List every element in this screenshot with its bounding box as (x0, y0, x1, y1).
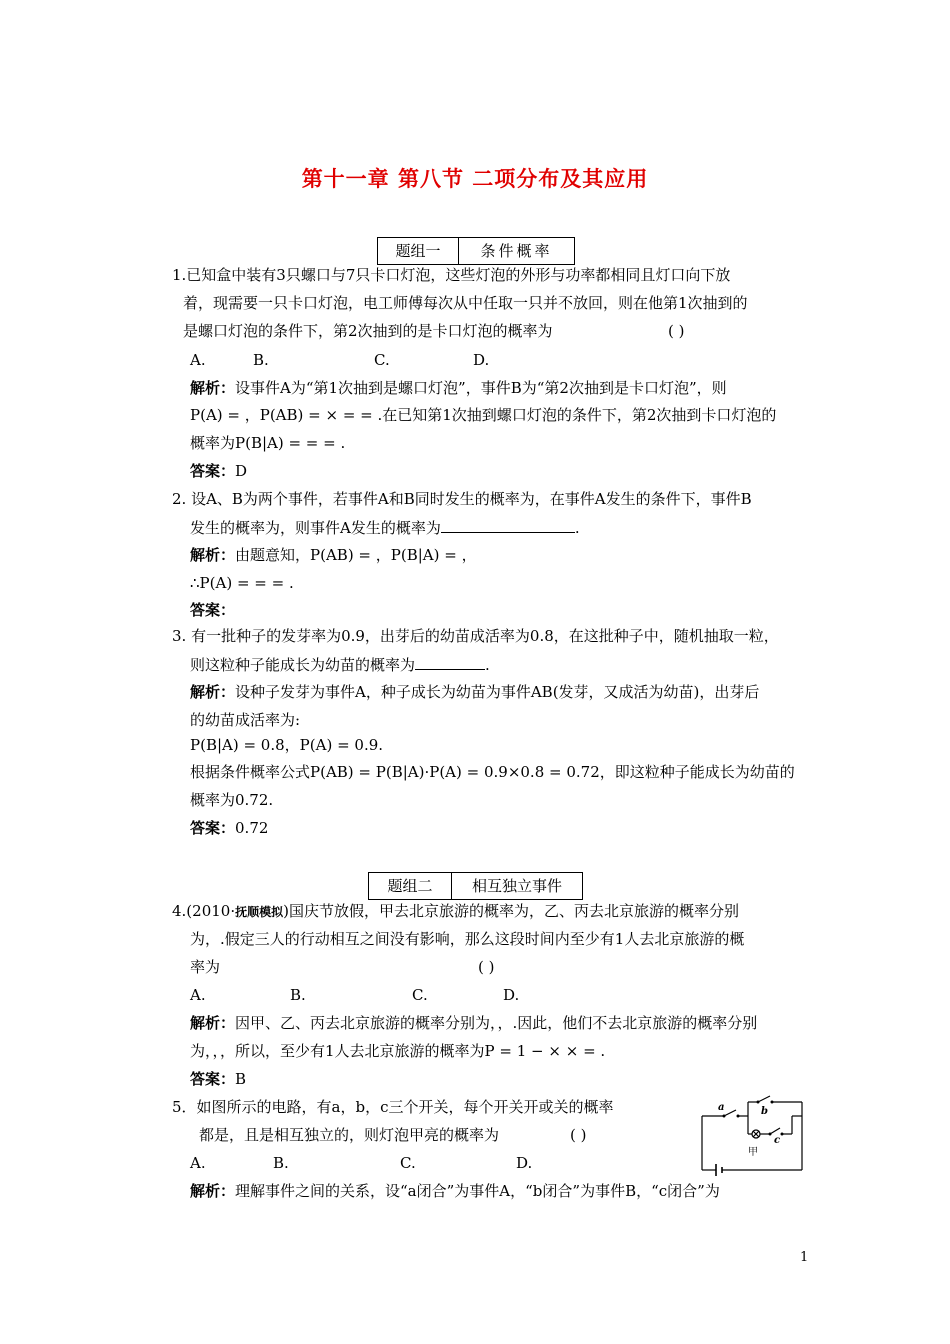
q1-option-b: B. (253, 351, 269, 369)
q1-answer-paren: ( ) (668, 322, 685, 340)
q3-analysis-line-2: 的幼苗成活率为: (190, 711, 301, 729)
q5-option-d: D. (516, 1154, 533, 1172)
q3-analysis (190, 683, 759, 701)
switch-c-label: c (774, 1135, 781, 1146)
q3-answer-blank (415, 655, 485, 670)
q4-analysis-line-2: 为，，，所以，至少有1人去北京旅游的概率为P = 1 − × × = . (190, 1042, 606, 1060)
q1-line-3: 是螺口灯泡的条件下，第2次抽到的是卡口灯泡的概率为 (183, 322, 553, 340)
q5-analysis-line-1: 理解事件之间的关系，设“a闭合”为事件A，“b闭合”为事件B，“c闭合”为 (235, 1182, 720, 1200)
q2-line-1: 2. 设A、B为两个事件，若事件A和B同时发生的概率为，在事件A发生的条件下，事件B (172, 490, 752, 508)
q5-analysis (190, 1182, 720, 1200)
q2-analysis-line-2: ∴P(A) = = = . (190, 574, 294, 592)
group-two-topic: 相互独立事件 (471, 877, 562, 895)
q5-answer-paren: ( ) (570, 1126, 587, 1144)
q1-line-2: 着，现需要一只卡口灯泡，电工师傅每次从中任取一只并不放回，则在他第1次抽到的 (183, 294, 748, 312)
q3-analysis-line-1: 设种子发芽为事件A，种子成长为幼苗为事件AB(发芽，又成活为幼苗)，出芽后 (235, 683, 760, 701)
q1-analysis-line-3: 概率为P(B|A) = = = . (190, 434, 346, 452)
q3-analysis-line-3: P(B|A) = 0.8，P(A) = 0.9. (190, 736, 384, 754)
q2-answer-label: 答案： (190, 601, 236, 619)
q4-analysis (190, 1014, 757, 1032)
q2-analysis-line-1: 由题意知，P(AB) = ，P(B|A) = ， (235, 546, 477, 564)
q4-line-1-text: )国庆节放假，甲去北京旅游的概率为，乙、丙去北京旅游的概率分别 (283, 902, 739, 920)
q4-option-d: D. (503, 986, 520, 1004)
q4-analysis-line-1: 因甲、乙、丙去北京旅游的概率分别为，，.因此，他们不去北京旅游的概率分别 (235, 1014, 758, 1032)
q5-option-b: B. (273, 1154, 289, 1172)
page-number: 1 (800, 1250, 809, 1265)
circuit-diagram (696, 1094, 808, 1178)
q5-line-2: 都是，且是相互独立的，则灯泡甲亮的概率为 (199, 1126, 500, 1144)
q1-analysis (190, 379, 727, 397)
q2-analysis (190, 546, 477, 564)
group-two-header (368, 872, 583, 900)
q3-line-2 (190, 655, 490, 674)
group-one-label: 题组一 (378, 238, 459, 264)
q4-line-1 (172, 902, 739, 921)
q2-analysis-label: 解析： (190, 546, 236, 564)
q3-answer (190, 819, 268, 837)
q2-line-2 (190, 518, 580, 537)
q4-line-2: 为，.假定三人的行动相互之间没有影响，那么这段时间内至少有1人去北京旅游的概 (190, 930, 745, 948)
q1-analysis-label: 解析： (190, 379, 236, 397)
group-one-topic: 条件概率 (480, 242, 553, 260)
q5-analysis-label: 解析： (190, 1182, 236, 1200)
q4-option-c: C. (412, 986, 428, 1004)
q1-analysis-line-2: P(A) = ，P(AB) = × = = .在已知第1次抽到螺口灯泡的条件下，第2次抽到卡口灯泡的 (190, 406, 777, 424)
q1-option-d: D. (473, 351, 490, 369)
q4-answer (190, 1070, 246, 1088)
q4-answer-value: B (235, 1070, 247, 1088)
q5-line-1: 5．如图所示的电路，有a，b，c三个开关，每个开关开或关的概率 (172, 1098, 614, 1116)
q2-line-2-end: . (574, 519, 580, 537)
switch-a-label: a (718, 1102, 725, 1113)
q4-answer-label: 答案： (190, 1070, 236, 1088)
group-two-label: 题组二 (369, 873, 452, 899)
q3-line-1: 3. 有一批种子的发芽率为0.9，出芽后的幼苗成活率为0.8，在这批种子中，随机抽取一粒， (172, 627, 779, 645)
q1-line-1: 1.已知盒中装有3只螺口与7只卡口灯泡，这些灯泡的外形与功率都相同且灯口向下放 (172, 266, 731, 284)
q3-analysis-label: 解析： (190, 683, 236, 701)
q4-answer-paren: ( ) (478, 958, 495, 976)
switch-b-label: b (761, 1106, 768, 1117)
q1-answer (190, 462, 247, 480)
q2-answer-blank (441, 518, 575, 533)
q4-analysis-label: 解析： (190, 1014, 236, 1032)
q1-option-a: A. (190, 351, 206, 369)
q2-line-2-text: 发生的概率为，则事件A发生的概率为 (190, 519, 441, 537)
q3-line-2-text: 则这粒种子能成长为幼苗的概率为 (190, 656, 416, 674)
q3-answer-value: 0.72 (235, 819, 269, 837)
q1-answer-label: 答案： (190, 462, 236, 480)
q1-answer-value: D (235, 462, 248, 480)
q3-analysis-line-4: 根据条件概率公式P(AB) = P(B|A)·P(A) = 0.9×0.8 = 0.72，即这粒种子能成长为幼苗的 (190, 763, 795, 781)
q4-option-b: B. (290, 986, 306, 1004)
q3-line-2-end: . (485, 656, 490, 674)
q1-option-c: C. (374, 351, 390, 369)
q4-line-1-prefix: 4.(2010· (172, 902, 236, 920)
q3-analysis-line-5: 概率为0.72. (190, 791, 274, 809)
q4-option-a: A. (190, 986, 206, 1004)
q2-answer (190, 601, 235, 619)
q3-answer-label: 答案： (190, 819, 236, 837)
q4-line-3: 率为 (190, 958, 221, 976)
group-one-header (377, 237, 575, 265)
page-title: 第十一章 第八节 二项分布及其应用 (301, 167, 649, 191)
q5-option-a: A. (190, 1154, 206, 1172)
q4-source: 抚顺模拟 (235, 905, 284, 919)
q5-option-c: C. (400, 1154, 416, 1172)
q1-analysis-line-1: 设事件A为“第1次抽到是螺口灯泡”，事件B为“第2次抽到是卡口灯泡”，则 (235, 379, 727, 397)
lamp-label: 甲 (748, 1147, 758, 1158)
